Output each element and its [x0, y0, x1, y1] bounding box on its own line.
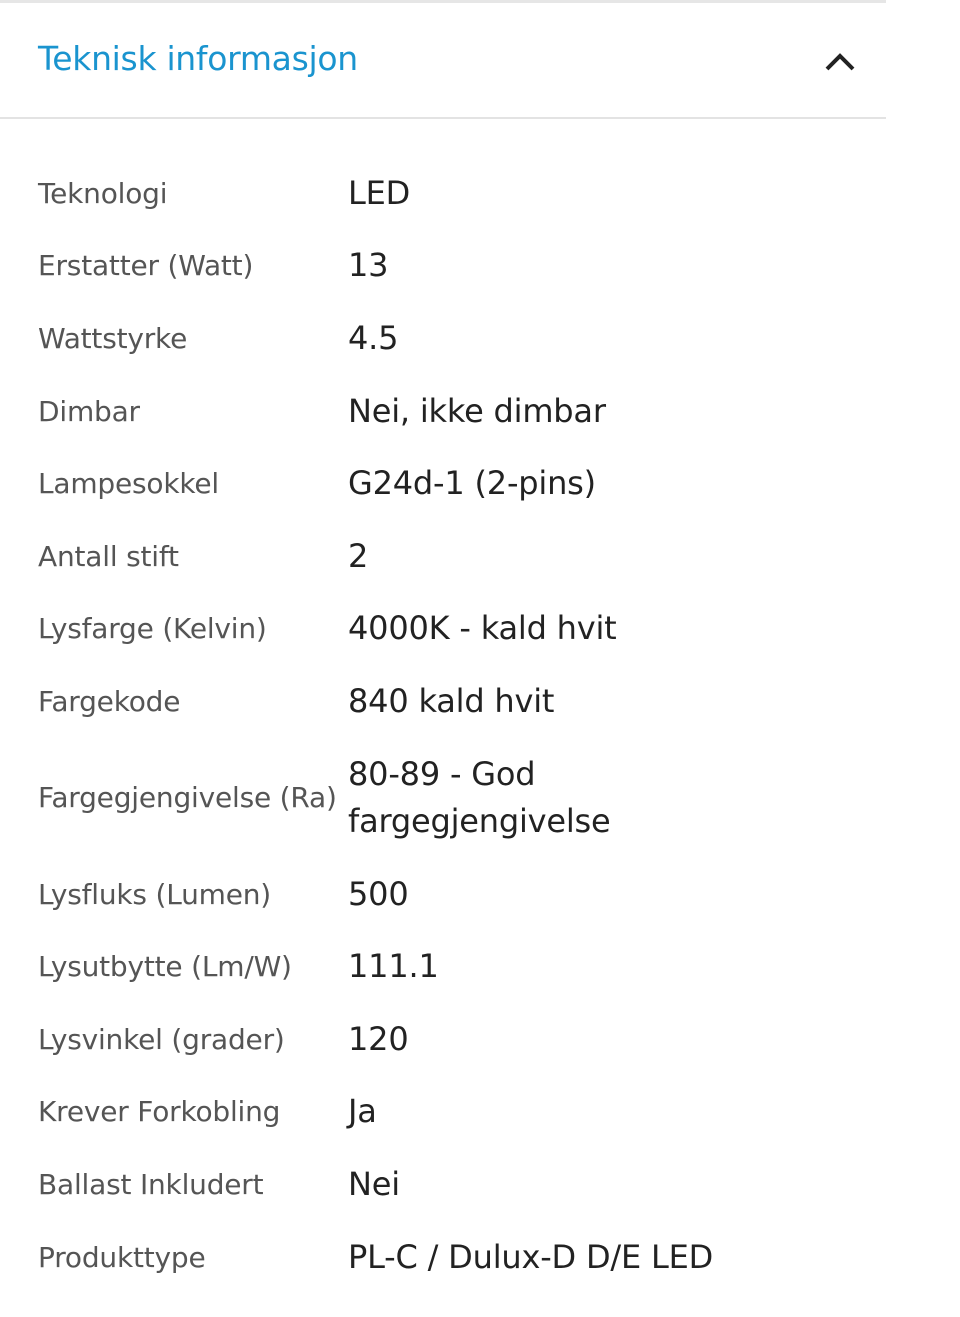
spec-label: Dimbar: [38, 394, 140, 428]
spec-label: Teknologi: [38, 176, 168, 210]
spec-value: Nei: [348, 1164, 400, 1203]
spec-row: [0, 230, 886, 303]
spec-label: Produkttype: [38, 1240, 206, 1274]
spec-row: [0, 1003, 886, 1076]
spec-value: Nei, ikke dimbar: [348, 391, 606, 430]
spec-label: Antall stift: [38, 539, 179, 573]
chevron-up-icon[interactable]: [822, 47, 858, 75]
spec-value: 500: [348, 874, 409, 913]
spec-label: Fargekode: [38, 684, 181, 718]
spec-value: 120: [348, 1019, 409, 1058]
spec-label: Wattstyrke: [38, 321, 188, 355]
spec-row: [0, 157, 886, 230]
spec-table: [0, 157, 886, 1293]
spec-label: Krever Forkobling: [38, 1095, 281, 1129]
spec-value: 13: [348, 246, 389, 285]
spec-value: 840 kald hvit: [348, 681, 555, 720]
spec-value: 4000K - kald hvit: [348, 609, 617, 648]
spec-value: LED: [348, 173, 411, 212]
spec-label: Lysvinkel (grader): [38, 1022, 285, 1056]
spec-value: PL-C / Dulux-D D/E LED: [348, 1237, 714, 1276]
spec-label: Lysutbytte (Lm/W): [38, 950, 292, 984]
spec-row: [0, 738, 886, 858]
spec-label: Fargegjengivelse (Ra): [38, 781, 337, 815]
spec-row: [0, 447, 886, 520]
spec-label: Erstatter (Watt): [38, 249, 254, 283]
spec-row: [0, 1148, 886, 1221]
spec-row: [0, 520, 886, 593]
spec-label: Ballast Inkludert: [38, 1167, 264, 1201]
spec-label: Lampesokkel: [38, 467, 219, 501]
spec-row: [0, 1221, 886, 1294]
spec-row: [0, 593, 886, 666]
spec-row: [0, 302, 886, 375]
section-title: Teknisk informasjon: [38, 39, 358, 78]
spec-value: Ja: [348, 1092, 377, 1131]
spec-value: 2: [348, 536, 369, 575]
spec-value: 80-89 - God fargegjengivelse: [348, 754, 611, 840]
spec-row: [0, 1076, 886, 1149]
spec-value: 111.1: [348, 947, 439, 986]
spec-value: 4.5: [348, 318, 399, 357]
spec-label: Lysfarge (Kelvin): [38, 612, 267, 646]
section-header[interactable]: [0, 3, 886, 119]
spec-value: G24d-1 (2-pins): [348, 464, 596, 503]
spec-row: [0, 930, 886, 1003]
spec-row: [0, 665, 886, 738]
spec-label: Lysfluks (Lumen): [38, 877, 272, 911]
spec-row: [0, 375, 886, 448]
spec-row: [0, 858, 886, 931]
